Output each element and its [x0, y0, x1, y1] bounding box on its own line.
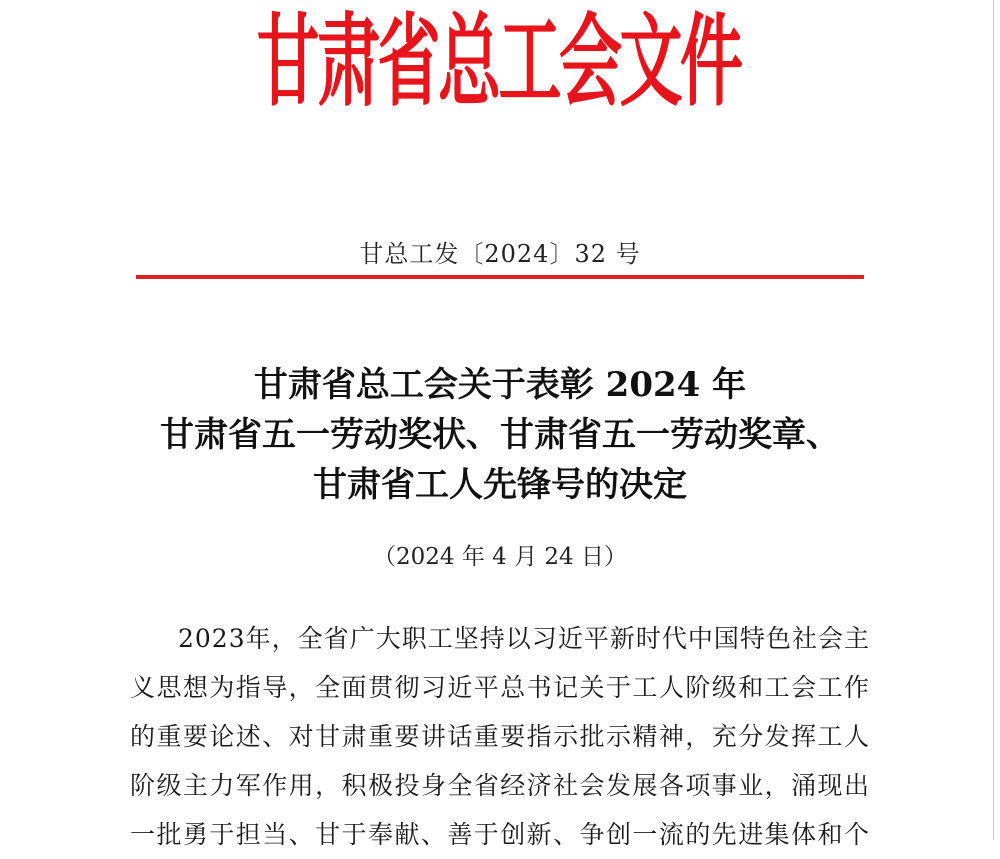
body-line: 一批勇于担当、甘于奉献、善于创新、争创一流的先进集体和个 [130, 820, 870, 849]
title-line: 甘肃省总工会关于表彰 2024 年 [253, 365, 747, 405]
body-line: 2023年，全省广大职工坚持以习近平新时代中国特色社会主 [178, 624, 870, 653]
body-line: 义思想为指导，全面贯彻习近平总书记关于工人阶级和工会工作 [130, 673, 870, 702]
red-divider-rule [136, 275, 864, 279]
document-title [100, 360, 900, 510]
body-line: 的重要论述、对甘肃重要讲话重要指示批示精神，充分发挥工人 [130, 722, 870, 751]
title-line: 甘肃省工人先锋号的决定 [313, 465, 687, 505]
document-masthead: 甘肃省总工会文件 [256, 3, 741, 120]
document-date: （2024 年 4 月 24 日） [373, 544, 627, 570]
body-paragraph [130, 614, 870, 859]
body-line: 阶级主力军作用，积极投身全省经济社会发展各项事业，涌现出 [130, 771, 870, 800]
page-edge-line [993, 0, 994, 840]
document-number: 甘总工发〔2024〕32 号 [359, 240, 641, 268]
title-line: 甘肃省五一劳动奖状、甘肃省五一劳动奖章、 [160, 415, 840, 455]
